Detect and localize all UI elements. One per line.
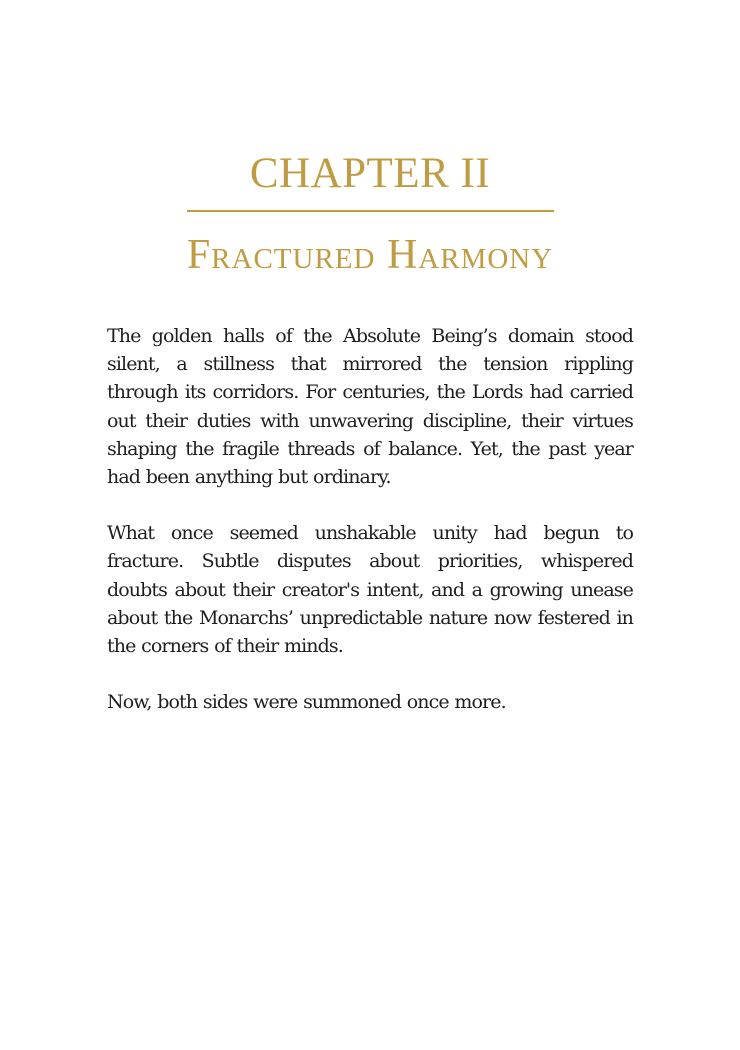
- chapter-number: CHAPTER II: [249, 150, 491, 197]
- chapter-title: Fractured Harmony: [186, 232, 554, 278]
- chapter-divider: [187, 210, 554, 212]
- chapter-body: [107, 322, 633, 744]
- body-paragraph: What once seemed unshakable unity had begun to fracture. Subtle disputes about priorities, whispered doubts about their creator's intent, and a growing unease about the Monarchs’ unpredictable nature now festered in the corners of their minds.: [107, 522, 633, 658]
- body-paragraph: The golden halls of the Absolute Being’s domain stood silent, a stillness that mirrored the tension rippling through its corridors. For centuries, the Lords had carried out their duties with unwavering discipline, their virtues shaping the fragile threads of balance. Yet, the past year had been anything but ordinary.: [107, 325, 633, 489]
- body-paragraph: Now, both sides were summoned once more.: [107, 691, 506, 714]
